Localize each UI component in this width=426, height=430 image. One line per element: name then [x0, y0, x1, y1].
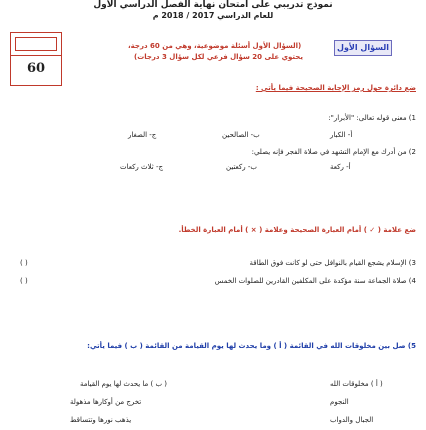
section-title-line2: يحتوي على 20 سؤال فرعي لكل سؤال 3 درجات) — [134, 53, 303, 61]
q1-option-a[interactable]: أ- الكبار — [330, 131, 353, 139]
header-year: للعام الدراسي 2017 / 2018 م — [152, 11, 274, 20]
q4-text: 4) صلاة الجماعة سنة مؤكدة على المكلفين القادرين للصلوات الخمس — [214, 277, 416, 285]
q2-stem: 2) من أدرك مع الإمام التشهد في صلاة الفجر فإنه يصلي: — [251, 148, 416, 156]
q3-answer-box[interactable]: ( ) — [20, 259, 28, 267]
match-col-b-item[interactable]: يذهب نورها وتتساقط — [70, 416, 132, 424]
q2-option-b[interactable]: ب- ركعتين — [226, 163, 257, 171]
match-col-a-item[interactable]: الجبال والدواب — [330, 416, 374, 424]
score-box — [10, 32, 62, 86]
section-badge: السؤال الأول — [334, 40, 392, 56]
match-instruction: 5) صل بين مخلوقات الله في القائمة ( أ ) وما يحدث لها يوم القيامة من القائمة ( ب ) فيما يأتي: — [87, 342, 416, 350]
match-col-b-header: ( ب ) ما يحدث لها يوم القيامة — [80, 380, 167, 388]
q1-option-c[interactable]: ج- الصغار — [128, 131, 157, 139]
tf-instruction: ضع علامة ( ✓ ) أمام العبارة الصحيحة وعلامة ( × ) أمام العبارة الخطأ. — [178, 226, 416, 234]
header-title: نموذج تدريبي على امتحان نهاية الفصل الدراسي الأول — [93, 0, 333, 10]
q1-stem: 1) معنى قوله تعالى: "الأبرار": — [328, 114, 416, 122]
match-col-a-item[interactable]: النجوم — [330, 398, 349, 406]
q2-option-a[interactable]: أ- ركعة — [330, 163, 351, 171]
total-score: 60 — [26, 61, 46, 76]
section-title-line1: (السؤال الأول أسئلة موضوعية، وهي من 60 درجة، — [128, 42, 302, 50]
q1-option-b[interactable]: ب- الصالحين — [222, 131, 260, 139]
q2-option-c[interactable]: ج- ثلاث ركعات — [120, 163, 164, 171]
q4-answer-box[interactable]: ( ) — [20, 277, 28, 285]
q3-text: 3) الإسلام يشجع القيام بالنوافل حتى لو كانت فوق الطاقة — [249, 259, 416, 267]
score-input-box[interactable] — [15, 37, 57, 51]
score-divider — [11, 55, 61, 56]
match-col-b-item[interactable]: تخرج من أوكارها مذهولة — [70, 398, 142, 406]
match-col-a-header: ( أ ) مخلوقات الله — [330, 380, 383, 388]
section-instruction: ضع دائرة حول رمز الإجابة الصحيحة فيما يأتي : — [255, 84, 416, 92]
